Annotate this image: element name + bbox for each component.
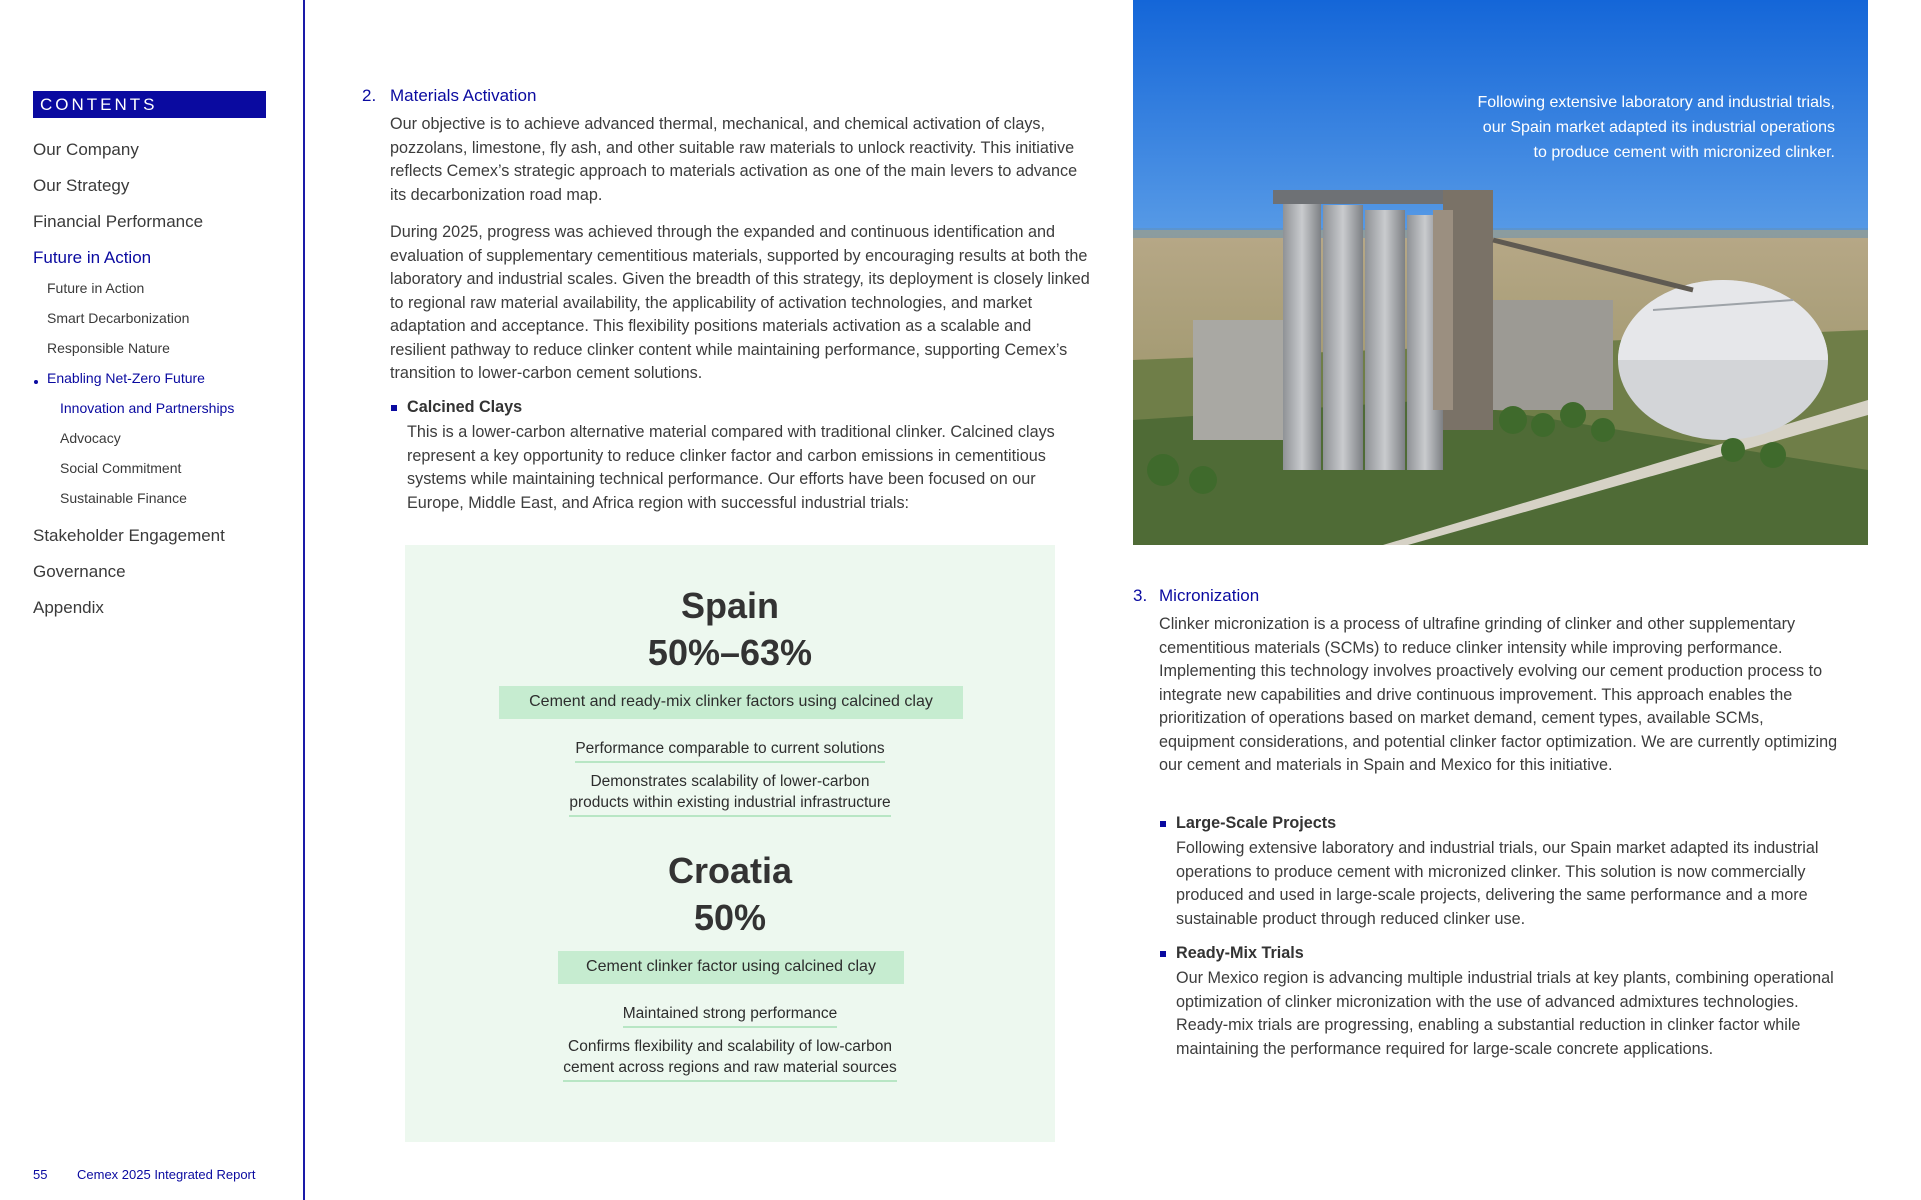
croatia-point-2: Confirms flexibility and scalability of low-carbon cement across regions and raw material sources [405,1036,1055,1082]
section-2-paragraph-1: Our objective is to achieve advanced thermal, mechanical, and chemical activation of clays, pozzolans, limestone, fly ash, and other suitable raw materials to unlock reactivity. This initiative reflects Cemex’s strategic approach to materials activation as one of the main levers to advance its decarbonization road map. [390,115,1078,204]
page-number: 55 [33,1167,48,1182]
nav-enabling-net-zero-future[interactable]: Enabling Net-Zero Future [47,370,205,386]
spain-chip: Cement and ready-mix clinker factors using calcined clay [499,686,963,719]
photo-caption: Following extensive laboratory and industrial trials, our Spain market adapted its industrial operations to produce cement with micronized clinker. [1477,94,1835,161]
nav-social-commitment[interactable]: Social Commitment [60,460,182,476]
nav-advocacy[interactable]: Advocacy [60,430,121,446]
croatia-chip: Cement clinker factor using calcined clay [558,951,904,984]
section-3-paragraph-1: Clinker micronization is a process of ultrafine grinding of clinker and other supplementary cementitious materials (SCMs) to reduce clinker intensity while improving performance. Implementing this technology involves proactively evolving our cement production process to integrate new capabilities and drive continuous improvement. This approach enables the prioritization of operations based on market demand, cement types, available SCMs, equipment considerations, and potential clinker factor optimization. We are currently optimizing our cement and materials in Spain and Mexico for this initiative. [1159,615,1838,774]
nav-sub-future-in-action[interactable]: Future in Action [47,280,145,296]
contents-label: CONTENTS [33,91,266,118]
section-2-paragraph-2: During 2025, progress was achieved through the expanded and continuous identification and evaluation of supplementary cementitious materials, supported by encouraging results at both the laboratory and industrial scales. Given the breadth of this strategy, its deployment is closely linked to regional raw material availability, the applicability of activation technologies, and market adaptation and acceptance. This flexibility positions materials activation as a scalable and resilient pathway to reduce clinker content while maintaining performance, supporting Cemex’s transition to lower-carbon cement solutions. [390,223,1090,382]
spain-value: 50%–63% [647,632,813,673]
large-scale-projects-paragraph: Following extensive laboratory and industrial trials, our Spain market adapted its industrial operations to produce cement with micronized clinker. This solution is now commercially produced and used in large-scale projects, delivering the same performance and a more sustainable product through reduced clinker use. [1176,839,1819,928]
section-3-title: Micronization [1159,586,1260,605]
nav-our-company[interactable]: Our Company [33,140,139,159]
report-name: Cemex 2025 Integrated Report [77,1167,256,1182]
ready-mix-trials-paragraph: Our Mexico region is advancing multiple industrial trials at key plants, combining operational optimization of clinker micronization with the use of advanced admixtures technologies. Ready-mix trials are progressing, enabling a substantial reduction in clinker factor while maintaining the performance required for large-scale concrete applications. [1176,969,1834,1058]
section-2-title: Materials Activation [390,86,537,105]
trials-highlight-box [405,545,1055,1142]
nav-governance[interactable]: Governance [33,562,126,581]
nav-our-strategy[interactable]: Our Strategy [33,176,130,195]
spain-point-1: Performance comparable to current solutions [405,738,1055,763]
nav-future-in-action[interactable]: Future in Action [33,248,152,267]
cement-plant-photo [1133,0,1868,545]
spain-heading: Spain [680,585,779,626]
nav-financial-performance[interactable]: Financial Performance [33,212,204,231]
croatia-heading: Croatia [667,850,793,891]
nav-appendix[interactable]: Appendix [33,598,104,617]
croatia-point-1: Maintained strong performance [405,1003,1055,1028]
sidebar-nav [0,0,305,1200]
bullet-square-icon [1160,821,1166,827]
nav-innovation-and-partnerships[interactable]: Innovation and Partnerships [60,400,235,416]
large-scale-projects-title: Large-Scale Projects [1176,814,1337,832]
ready-mix-trials-title: Ready-Mix Trials [1176,944,1304,962]
calcined-clays-title: Calcined Clays [407,398,523,416]
section-2-number: 2. [362,86,377,105]
nav-smart-decarbonization[interactable]: Smart Decarbonization [47,310,190,326]
calcined-clays-paragraph: This is a lower-carbon alternative material compared with traditional clinker. Calcined clays represent a key opportunity to reduce clinker factor and carbon emissions in cementitious systems while maintaining technical performance. Our efforts have been focused on our Europe, Middle East, and Africa region with successful industrial trials: [407,423,1055,512]
nav-stakeholder-engagement[interactable]: Stakeholder Engagement [33,526,225,545]
bullet-square-icon [391,405,397,411]
active-bullet-icon [34,380,38,384]
spain-point-2: Demonstrates scalability of lower-carbon products within existing industrial infrastructure [405,771,1055,817]
croatia-value: 50% [693,897,767,938]
bullet-square-icon [1160,951,1166,957]
nav-responsible-nature[interactable]: Responsible Nature [47,340,170,356]
section-3-number: 3. [1133,586,1148,605]
nav-sustainable-finance[interactable]: Sustainable Finance [60,490,187,506]
